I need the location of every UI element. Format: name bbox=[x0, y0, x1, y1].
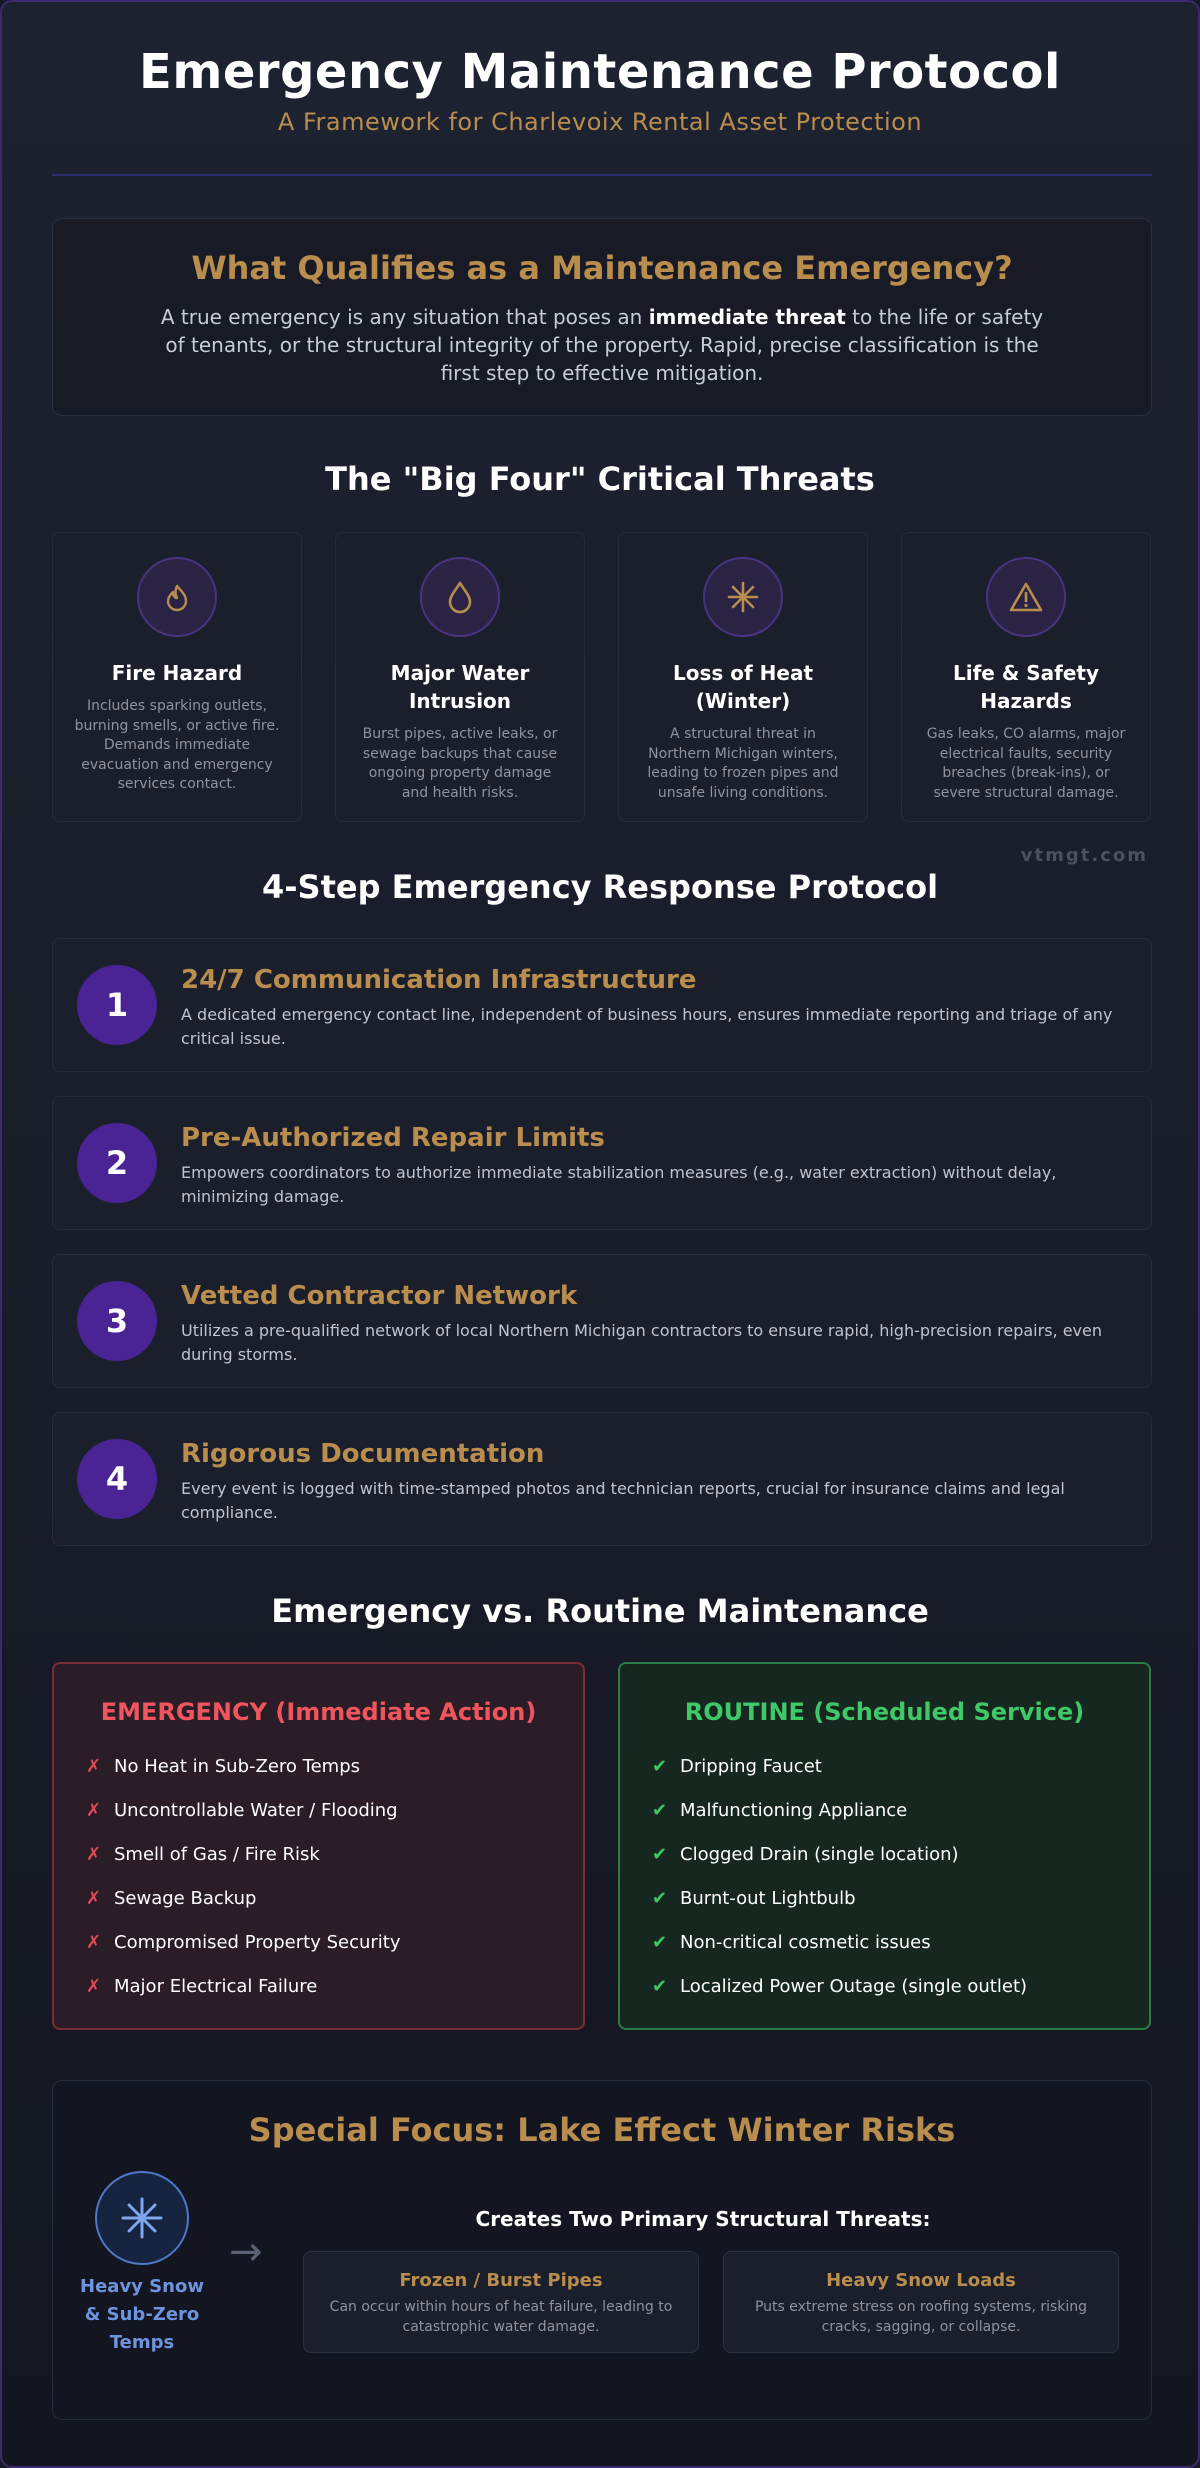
list-item bbox=[86, 1744, 583, 1788]
threat-desc: A structural threat in Northern Michigan winters, leading to frozen pipes and unsafe living conditions. bbox=[647, 726, 839, 801]
routine-title: ROUTINE (Scheduled Service) bbox=[684, 1698, 1085, 1726]
cross-icon: ✗ bbox=[86, 1843, 102, 1865]
list-item-label: Clogged Drain (single location) bbox=[680, 1843, 959, 1865]
threat-title: Life & Safety Hazards bbox=[953, 661, 1099, 713]
step-title: Vetted Contractor Network bbox=[181, 1281, 578, 1311]
fire-icon bbox=[137, 557, 217, 637]
snow-label: Heavy Snow & Sub-Zero Temps bbox=[80, 2276, 204, 2353]
threat-card-fire bbox=[52, 532, 302, 822]
check-icon: ✔ bbox=[652, 1887, 668, 1909]
list-item-label: Dripping Faucet bbox=[680, 1755, 822, 1777]
threat-card-safety bbox=[901, 532, 1151, 822]
step-number: 2 bbox=[77, 1123, 157, 1203]
qualify-text-start: A true emergency is any situation that poses an bbox=[160, 305, 649, 329]
list-item bbox=[86, 1788, 583, 1832]
focus-title: Special Focus: Lake Effect Winter Risks bbox=[248, 2111, 956, 2149]
header bbox=[2, 44, 1198, 136]
step-number: 1 bbox=[77, 965, 157, 1045]
list-item-label: Burnt-out Lightbulb bbox=[680, 1887, 856, 1909]
qualify-title: What Qualifies as a Maintenance Emergency? bbox=[191, 249, 1013, 287]
list-item bbox=[86, 1832, 583, 1876]
step-title: Rigorous Documentation bbox=[181, 1439, 545, 1469]
list-item bbox=[652, 1832, 1149, 1876]
threat-desc: Gas leaks, CO alarms, major electrical faults, security breaches (break-ins), or severe structural damage. bbox=[926, 726, 1126, 801]
list-item-label: Localized Power Outage (single outlet) bbox=[680, 1975, 1028, 1997]
focus-threat-snow-load bbox=[723, 2251, 1119, 2353]
threats-title: The "Big Four" Critical Threats bbox=[325, 460, 875, 498]
cross-icon: ✗ bbox=[86, 1799, 102, 1821]
cross-icon: ✗ bbox=[86, 1755, 102, 1777]
routine-list bbox=[652, 1744, 1149, 2008]
divider bbox=[52, 174, 1152, 176]
list-item-label: No Heat in Sub-Zero Temps bbox=[114, 1755, 360, 1777]
emergency-title: EMERGENCY (Immediate Action) bbox=[100, 1698, 537, 1726]
focus-threat-pipes bbox=[303, 2251, 699, 2353]
focus-threat-title: Frozen / Burst Pipes bbox=[399, 2270, 603, 2291]
step-number: 4 bbox=[77, 1439, 157, 1519]
qualify-text bbox=[152, 303, 1052, 387]
list-item-label: Non-critical cosmetic issues bbox=[680, 1931, 931, 1953]
step-desc: A dedicated emergency contact line, independent of business hours, ensures immediate reporting and triage of any critical issue. bbox=[181, 1005, 1113, 1048]
list-item-label: Major Electrical Failure bbox=[114, 1975, 318, 1997]
protocol-step-3 bbox=[52, 1254, 1152, 1388]
watermark: vtmgt.com bbox=[1020, 845, 1148, 866]
warning-icon bbox=[986, 557, 1066, 637]
list-item-label: Sewage Backup bbox=[114, 1887, 257, 1909]
cross-icon: ✗ bbox=[86, 1931, 102, 1953]
step-desc: Empowers coordinators to authorize immediate stabilization measures (e.g., water extraction) without delay, minimizing damage. bbox=[181, 1163, 1057, 1206]
emergency-list bbox=[86, 1744, 583, 2008]
focus-threat-title: Heavy Snow Loads bbox=[826, 2270, 1016, 2291]
check-icon: ✔ bbox=[652, 1843, 668, 1865]
protocol-step-1 bbox=[52, 938, 1152, 1072]
step-number: 3 bbox=[77, 1281, 157, 1361]
list-item-label: Uncontrollable Water / Flooding bbox=[114, 1799, 398, 1821]
list-item bbox=[652, 1876, 1149, 1920]
check-icon: ✔ bbox=[652, 1975, 668, 1997]
step-desc: Every event is logged with time-stamped photos and technician reports, crucial for insurance claims and legal compliance. bbox=[181, 1479, 1065, 1522]
snowflake-icon bbox=[703, 557, 783, 637]
qualify-panel bbox=[52, 218, 1152, 416]
qualify-text-end: to the life or safety of tenants, or the structural integrity of the property. Rapid, precise classification is the first step to effective mitigation. bbox=[165, 305, 1044, 385]
list-item-label: Smell of Gas / Fire Risk bbox=[114, 1843, 320, 1865]
threat-desc: Burst pipes, active leaks, or sewage backups that cause ongoing property damage and health risks. bbox=[362, 726, 558, 801]
emergency-panel bbox=[52, 1662, 585, 2030]
page-subtitle: A Framework for Charlevoix Rental Asset Protection bbox=[277, 108, 923, 136]
list-item bbox=[652, 1788, 1149, 1832]
cross-icon: ✗ bbox=[86, 1887, 102, 1909]
step-title: 24/7 Communication Infrastructure bbox=[181, 965, 697, 995]
check-icon: ✔ bbox=[652, 1931, 668, 1953]
cross-icon: ✗ bbox=[86, 1975, 102, 1997]
compare-title: Emergency vs. Routine Maintenance bbox=[271, 1592, 929, 1630]
winter-focus-panel bbox=[52, 2080, 1152, 2420]
protocol-step-4 bbox=[52, 1412, 1152, 1546]
check-icon: ✔ bbox=[652, 1755, 668, 1777]
focus-threat-desc: Puts extreme stress on roofing systems, risking cracks, sagging, or collapse. bbox=[754, 2299, 1088, 2335]
list-item bbox=[86, 1920, 583, 1964]
water-drop-icon bbox=[420, 557, 500, 637]
step-title: Pre-Authorized Repair Limits bbox=[181, 1123, 605, 1153]
threat-title: Loss of Heat (Winter) bbox=[672, 661, 814, 713]
focus-threat-desc: Can occur within hours of heat failure, leading to catastrophic water damage. bbox=[329, 2299, 673, 2335]
threat-title: Fire Hazard bbox=[111, 661, 243, 685]
arrow-right-icon: → bbox=[229, 2229, 263, 2275]
routine-panel bbox=[618, 1662, 1151, 2030]
list-item-label: Malfunctioning Appliance bbox=[680, 1799, 908, 1821]
page-title: Emergency Maintenance Protocol bbox=[139, 44, 1061, 100]
list-item bbox=[652, 1964, 1149, 2008]
step-desc: Utilizes a pre-qualified network of local Northern Michigan contractors to ensure rapid, high-precision repairs, even during storms. bbox=[181, 1321, 1103, 1364]
threat-title: Major Water Intrusion bbox=[390, 661, 530, 713]
protocol-title: 4-Step Emergency Response Protocol bbox=[261, 868, 939, 906]
list-item bbox=[86, 1964, 583, 2008]
list-item bbox=[652, 1920, 1149, 1964]
qualify-text-bold: immediate threat bbox=[648, 305, 846, 329]
threat-card-water bbox=[335, 532, 585, 822]
protocol-step-2 bbox=[52, 1096, 1152, 1230]
threat-desc: Includes sparking outlets, burning smells, or active fire. Demands immediate evacuation and emergency services contact. bbox=[74, 698, 280, 792]
list-item bbox=[652, 1744, 1149, 1788]
threat-card-heat bbox=[618, 532, 868, 822]
list-item-label: Compromised Property Security bbox=[114, 1931, 401, 1953]
creates-heading: Creates Two Primary Structural Threats: bbox=[475, 2207, 931, 2231]
check-icon: ✔ bbox=[652, 1799, 668, 1821]
list-item bbox=[86, 1876, 583, 1920]
snowflake-icon bbox=[95, 2171, 189, 2265]
